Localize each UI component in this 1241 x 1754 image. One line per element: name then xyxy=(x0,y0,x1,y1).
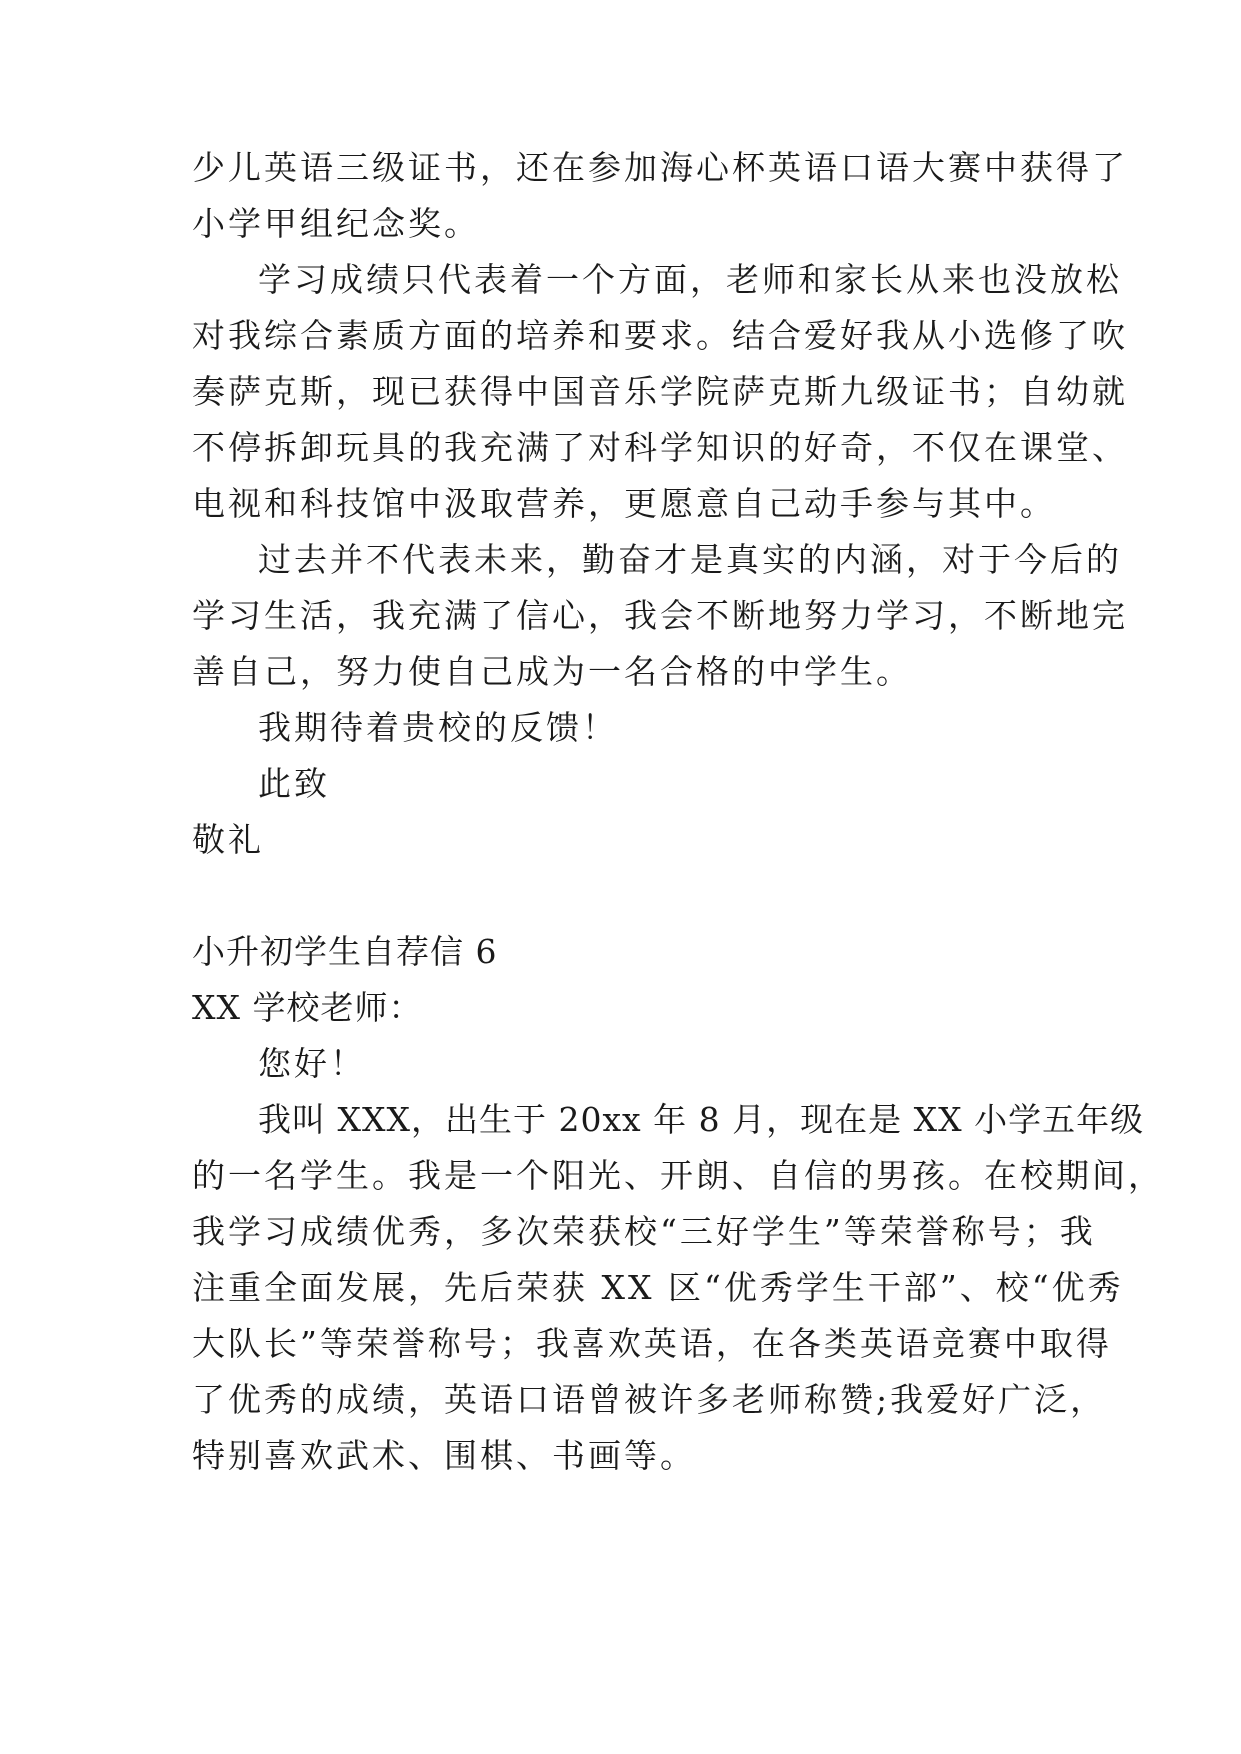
greeting-line: 您好！ xyxy=(258,1044,366,1083)
paragraph-line: 奏萨克斯，现已获得中国音乐学院萨克斯九级证书；自幼就 xyxy=(192,372,1128,411)
paragraph-line: 小学甲组纪念奖。 xyxy=(192,204,480,243)
paragraph-line: 电视和科技馆中汲取营养，更愿意自己动手参与其中。 xyxy=(192,484,1056,523)
paragraph-line: 注重全面发展，先后荣获 XX 区“优秀学生干部”、校“优秀 xyxy=(192,1268,1124,1307)
paragraph-line: 我学习成绩优秀，多次荣获校“三好学生”等荣誉称号；我 xyxy=(192,1212,1096,1251)
greeting-recipient: XX 学校老师： xyxy=(192,988,423,1027)
paragraph-line: 我叫 XXX，出生于 20xx 年 8 月，现在是 XX 小学五年级 xyxy=(258,1100,1145,1139)
section-heading: 小升初学生自荐信 6 xyxy=(192,932,498,971)
paragraph-line: 了优秀的成绩，英语口语曾被许多老师称赞;我爱好广泛， xyxy=(192,1380,1107,1419)
paragraph-line: 少儿英语三级证书，还在参加海心杯英语口语大赛中获得了 xyxy=(192,148,1128,187)
paragraph-line: 不停拆卸玩具的我充满了对科学知识的好奇，不仅在课堂、 xyxy=(192,428,1128,467)
paragraph-line: 过去并不代表未来，勤奋才是真实的内涵，对于今后的 xyxy=(258,540,1122,579)
closing-line: 我期待着贵校的反馈！ xyxy=(258,708,618,747)
paragraph-line: 学习成绩只代表着一个方面，老师和家长从来也没放松 xyxy=(258,260,1122,299)
salutation-line: 敬礼 xyxy=(192,820,264,859)
paragraph-line: 的一名学生。我是一个阳光、开朗、自信的男孩。在校期间， xyxy=(192,1156,1164,1195)
paragraph-line: 学习生活，我充满了信心，我会不断地努力学习，不断地完 xyxy=(192,596,1128,635)
paragraph-line: 大队长”等荣誉称号；我喜欢英语，在各类英语竞赛中取得 xyxy=(192,1324,1112,1363)
paragraph-line: 对我综合素质方面的培养和要求。结合爱好我从小选修了吹 xyxy=(192,316,1128,355)
salutation-line: 此致 xyxy=(258,764,330,803)
paragraph-line: 特别喜欢武术、围棋、书画等。 xyxy=(192,1436,696,1475)
paragraph-line: 善自己，努力使自己成为一名合格的中学生。 xyxy=(192,652,912,691)
